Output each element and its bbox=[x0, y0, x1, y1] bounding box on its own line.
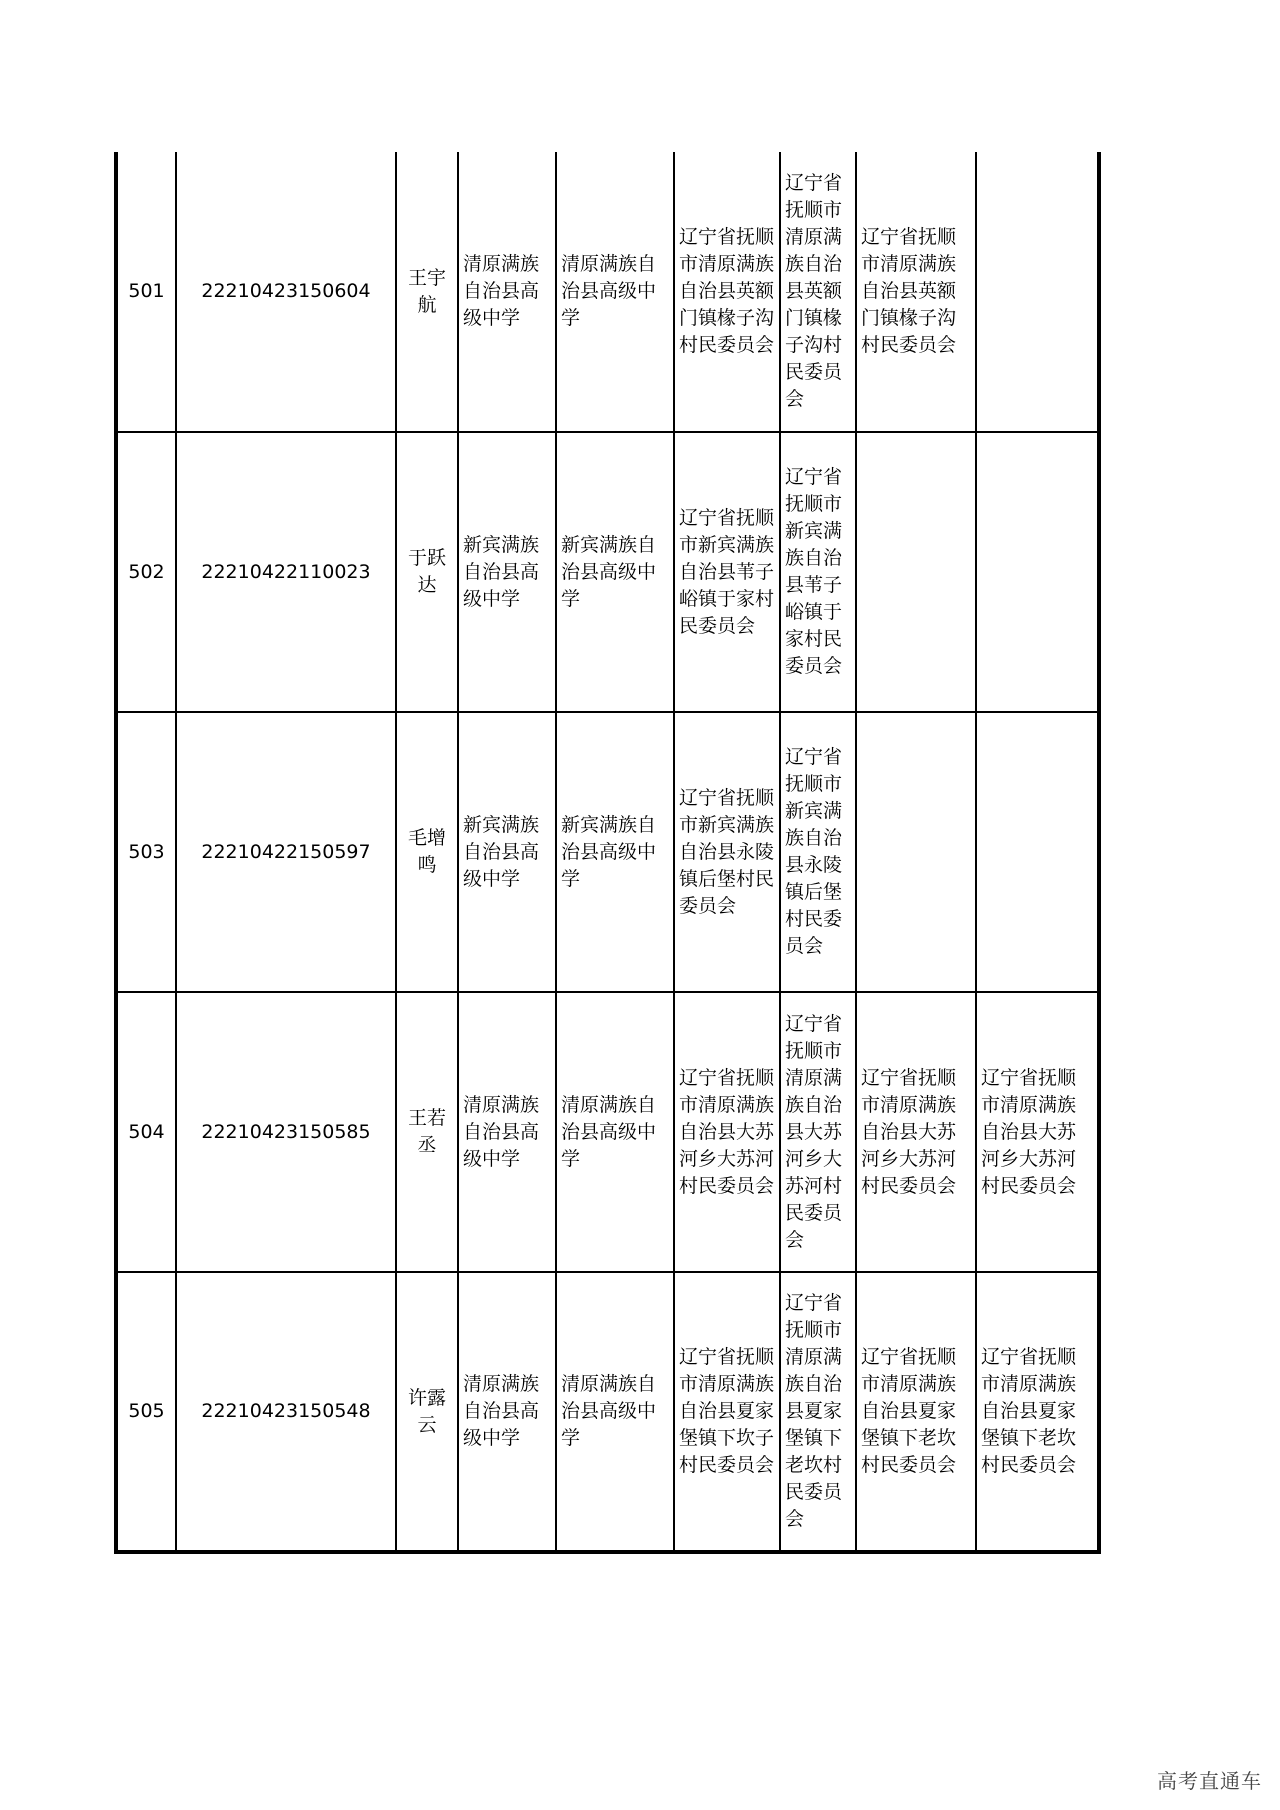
row-number-cell: 501 bbox=[116, 152, 176, 432]
residence-cell: 辽宁省抚顺市清原满族自治县英额门镇椽子沟村民委员会 bbox=[780, 152, 856, 432]
graduated-school-cell: 新宾满族自治县高级中学 bbox=[556, 712, 674, 992]
father-household-cell: 辽宁省抚顺市清原满族自治县夏家堡镇下老坎村民委员会 bbox=[856, 1272, 976, 1552]
school-cell: 清原满族自治县高级中学 bbox=[458, 152, 556, 432]
father-household-cell: 辽宁省抚顺市清原满族自治县大苏河乡大苏河村民委员会 bbox=[856, 992, 976, 1272]
watermark-text: 高考直通车 bbox=[1157, 1769, 1262, 1793]
school-cell: 新宾满族自治县高级中学 bbox=[458, 432, 556, 712]
household-cell: 辽宁省抚顺市清原满族自治县夏家堡镇下坎子村民委员会 bbox=[674, 1272, 780, 1552]
graduated-school-cell: 清原满族自治县高级中学 bbox=[556, 1272, 674, 1552]
father-household-cell bbox=[856, 432, 976, 712]
mother-household-cell: 辽宁省抚顺市清原满族自治县大苏河乡大苏河村民委员会 bbox=[976, 992, 1099, 1272]
student-name-cell: 王若丞 bbox=[396, 992, 458, 1272]
mother-household-cell bbox=[976, 152, 1099, 432]
student-name-cell: 许露云 bbox=[396, 1272, 458, 1552]
mother-household-cell bbox=[976, 432, 1099, 712]
exam-id-cell: 22210423150548 bbox=[176, 1272, 396, 1552]
exam-id-cell: 22210423150585 bbox=[176, 992, 396, 1272]
row-number-cell: 504 bbox=[116, 992, 176, 1272]
table-row bbox=[116, 992, 1099, 1272]
residence-cell: 辽宁省抚顺市新宾满族自治县永陵镇后堡村民委员会 bbox=[780, 712, 856, 992]
table-body bbox=[116, 152, 1099, 1552]
residence-cell: 辽宁省抚顺市新宾满族自治县苇子峪镇于家村民委员会 bbox=[780, 432, 856, 712]
mother-household-cell bbox=[976, 712, 1099, 992]
row-number-cell: 502 bbox=[116, 432, 176, 712]
table-row bbox=[116, 152, 1099, 432]
row-number-cell: 505 bbox=[116, 1272, 176, 1552]
exam-id-cell: 22210422150597 bbox=[176, 712, 396, 992]
table-row bbox=[116, 712, 1099, 992]
household-cell: 辽宁省抚顺市新宾满族自治县苇子峪镇于家村民委员会 bbox=[674, 432, 780, 712]
residence-cell: 辽宁省抚顺市清原满族自治县大苏河乡大苏河村民委员会 bbox=[780, 992, 856, 1272]
graduated-school-cell: 清原满族自治县高级中学 bbox=[556, 152, 674, 432]
school-cell: 清原满族自治县高级中学 bbox=[458, 1272, 556, 1552]
school-cell: 新宾满族自治县高级中学 bbox=[458, 712, 556, 992]
residence-cell: 辽宁省抚顺市清原满族自治县夏家堡镇下老坎村民委员会 bbox=[780, 1272, 856, 1552]
exam-id-cell: 22210422110023 bbox=[176, 432, 396, 712]
graduated-school-cell: 清原满族自治县高级中学 bbox=[556, 992, 674, 1272]
exam-id-cell: 22210423150604 bbox=[176, 152, 396, 432]
student-name-cell: 于跃达 bbox=[396, 432, 458, 712]
school-cell: 清原满族自治县高级中学 bbox=[458, 992, 556, 1272]
row-number-cell: 503 bbox=[116, 712, 176, 992]
father-household-cell: 辽宁省抚顺市清原满族自治县英额门镇椽子沟村民委员会 bbox=[856, 152, 976, 432]
household-cell: 辽宁省抚顺市清原满族自治县大苏河乡大苏河村民委员会 bbox=[674, 992, 780, 1272]
student-name-cell: 毛增鸣 bbox=[396, 712, 458, 992]
graduated-school-cell: 新宾满族自治县高级中学 bbox=[556, 432, 674, 712]
household-cell: 辽宁省抚顺市新宾满族自治县永陵镇后堡村民委员会 bbox=[674, 712, 780, 992]
father-household-cell bbox=[856, 712, 976, 992]
table-row bbox=[116, 1272, 1099, 1552]
household-cell: 辽宁省抚顺市清原满族自治县英额门镇椽子沟村民委员会 bbox=[674, 152, 780, 432]
student-name-cell: 王宇航 bbox=[396, 152, 458, 432]
table-row bbox=[116, 432, 1099, 712]
mother-household-cell: 辽宁省抚顺市清原满族自治县夏家堡镇下老坎村民委员会 bbox=[976, 1272, 1099, 1552]
student-roster-table bbox=[114, 152, 1101, 1554]
